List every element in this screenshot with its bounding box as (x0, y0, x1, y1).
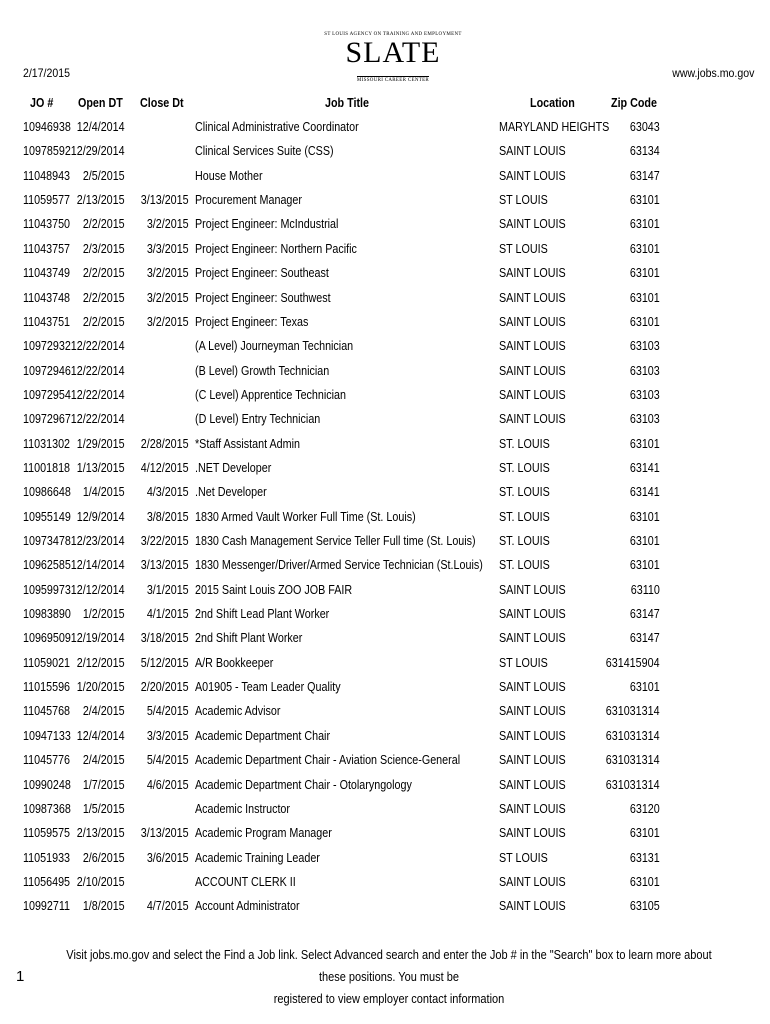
close-date: 3/13/2015 (141, 826, 189, 841)
job-title: (C Level) Apprentice Technician (195, 387, 346, 402)
open-date: 2/4/2015 (83, 704, 125, 719)
close-date: 3/13/2015 (141, 193, 189, 208)
job-location: SAINT LOUIS (499, 826, 566, 841)
zip-code: 63131 (630, 850, 660, 865)
col-header-jo: JO # (30, 96, 54, 110)
zip-code: 63147 (630, 607, 660, 621)
zip-code: 63101 (630, 217, 660, 232)
zip-code: 631031314 (606, 777, 660, 792)
job-order-number: 11045776 (23, 753, 71, 768)
job-title: Project Engineer: Southeast (195, 266, 329, 281)
close-date: 4/12/2015 (141, 460, 189, 475)
table-row (0, 315, 770, 339)
zip-code: 63101 (630, 558, 660, 573)
open-date: 2/2/2015 (83, 217, 125, 232)
open-date: 12/29/2014 (71, 144, 125, 159)
job-order-number: 11043749 (23, 266, 71, 281)
open-date: 2/6/2015 (83, 850, 125, 865)
job-location: ST. LOUIS (499, 534, 550, 548)
job-title: 1830 Cash Management Service Teller Full time (St. Louis) (195, 534, 476, 548)
page-number: 1 (16, 968, 25, 985)
job-order-number: 11043748 (23, 290, 71, 305)
open-date: 12/4/2014 (77, 728, 125, 743)
open-date: 12/23/2014 (71, 534, 125, 548)
close-date: 3/2/2015 (147, 217, 189, 232)
job-location: SAINT LOUIS (499, 607, 566, 621)
job-order-number: 10972932 (23, 339, 71, 354)
job-order-number: 10972967 (23, 412, 71, 427)
job-location: ST. LOUIS (499, 558, 550, 573)
zip-code: 63101 (630, 290, 660, 305)
job-title: .NET Developer (195, 460, 272, 475)
open-date: 12/22/2014 (71, 339, 125, 354)
footer-line-1: Visit jobs.mo.gov and select the Find a Job link. Select Advanced search and enter the Job # in the "Search" box to learn more about these positions. You must be (66, 948, 712, 984)
job-location: ST LOUIS (499, 655, 548, 670)
zip-code: 63141 (630, 460, 660, 475)
job-location: SAINT LOUIS (499, 874, 566, 889)
open-date: 12/12/2014 (71, 582, 125, 597)
job-order-number: 11043750 (23, 217, 71, 232)
zip-code: 63147 (630, 168, 660, 183)
zip-code: 63101 (630, 534, 660, 548)
close-date: 3/1/2015 (147, 582, 189, 597)
table-row (0, 364, 770, 388)
logo-bottom-text: MISSOURI CAREER CENTER (356, 78, 430, 83)
job-order-number: 11056495 (23, 874, 71, 889)
table-row (0, 753, 770, 777)
job-location: SAINT LOUIS (499, 290, 566, 305)
open-date: 12/22/2014 (71, 412, 125, 427)
job-order-number: 10978592 (23, 144, 71, 159)
job-order-number: 11043757 (23, 241, 71, 256)
job-title: Project Engineer: Texas (195, 314, 309, 329)
job-location: SAINT LOUIS (499, 363, 566, 378)
open-date: 2/4/2015 (83, 753, 125, 768)
open-date: 2/2/2015 (83, 266, 125, 281)
job-location: MARYLAND HEIGHTS (499, 120, 610, 134)
job-location: SAINT LOUIS (499, 412, 566, 427)
zip-code: 631031314 (606, 753, 660, 768)
table-row (0, 242, 770, 266)
table-row (0, 778, 770, 802)
zip-code: 63120 (630, 801, 660, 816)
table-row (0, 851, 770, 875)
zip-code: 63101 (630, 266, 660, 281)
zip-code: 63147 (630, 631, 660, 646)
open-date: 2/2/2015 (83, 314, 125, 329)
table-row (0, 291, 770, 315)
close-date: 4/7/2015 (147, 899, 189, 914)
job-title: .Net Developer (195, 485, 267, 500)
slate-logo (318, 32, 468, 82)
close-date: 3/8/2015 (147, 509, 189, 524)
job-location: SAINT LOUIS (499, 704, 566, 719)
open-date: 12/22/2014 (71, 363, 125, 378)
job-order-number: 10962585 (23, 558, 71, 573)
col-header-close: Close Dt (140, 96, 184, 110)
job-location: SAINT LOUIS (499, 144, 566, 159)
footer-line-2: registered to view employer contact information (273, 992, 505, 1006)
job-title: 1830 Armed Vault Worker Full Time (St. Louis) (195, 509, 416, 524)
open-date: 2/13/2015 (77, 826, 125, 841)
job-title: Academic Department Chair - Aviation Science-General (195, 753, 461, 768)
table-row (0, 120, 770, 144)
zip-code: 63101 (630, 509, 660, 524)
close-date: 5/4/2015 (147, 704, 189, 719)
table-row (0, 510, 770, 534)
table-row (0, 534, 770, 558)
close-date: 5/12/2015 (141, 655, 189, 670)
col-header-location: Location (530, 96, 575, 110)
job-location: ST LOUIS (499, 193, 548, 208)
job-title: Academic Advisor (195, 704, 281, 719)
table-row (0, 437, 770, 461)
table-row (0, 144, 770, 168)
job-location: SAINT LOUIS (499, 631, 566, 646)
open-date: 2/12/2015 (77, 655, 125, 670)
job-title: 2nd Shift Lead Plant Worker (195, 607, 330, 621)
job-order-number: 11045768 (23, 704, 71, 719)
col-header-zip: Zip Code (611, 96, 657, 110)
job-location: SAINT LOUIS (499, 680, 566, 695)
table-row (0, 875, 770, 899)
table-row (0, 704, 770, 728)
job-order-number: 10987368 (23, 801, 71, 816)
table-row (0, 461, 770, 485)
job-order-number: 10947133 (23, 728, 71, 743)
job-title: Project Engineer: McIndustrial (195, 217, 339, 232)
job-title: Academic Program Manager (195, 826, 332, 841)
job-title: 1830 Messenger/Driver/Armed Service Technician (St.Louis) (195, 558, 483, 573)
job-order-number: 10972954 (23, 387, 71, 402)
table-row (0, 193, 770, 217)
open-date: 2/3/2015 (83, 241, 125, 256)
job-location: SAINT LOUIS (499, 728, 566, 743)
site-url: www.jobs.mo.gov (671, 66, 754, 80)
logo-top-text: ST LOUIS AGENCY ON TRAINING AND EMPLOYMENT (324, 32, 462, 37)
zip-code: 63110 (630, 582, 660, 597)
zip-code: 63101 (630, 241, 660, 256)
job-order-number: 10990248 (23, 777, 71, 792)
job-order-number: 11048943 (23, 168, 71, 183)
close-date: 4/6/2015 (147, 777, 189, 792)
job-location: SAINT LOUIS (499, 899, 566, 914)
open-date: 1/13/2015 (77, 460, 125, 475)
job-title: *Staff Assistant Admin (195, 436, 300, 451)
zip-code: 63103 (630, 363, 660, 378)
job-location: SAINT LOUIS (499, 339, 566, 354)
close-date: 2/20/2015 (141, 680, 189, 695)
table-row (0, 802, 770, 826)
zip-code: 63101 (630, 874, 660, 889)
close-date: 4/1/2015 (147, 607, 189, 621)
zip-code: 63103 (630, 412, 660, 427)
job-location: SAINT LOUIS (499, 582, 566, 597)
close-date: 4/3/2015 (147, 485, 189, 500)
open-date: 12/22/2014 (71, 387, 125, 402)
table-row (0, 266, 770, 290)
job-order-number: 11059575 (23, 826, 71, 841)
table-row (0, 388, 770, 412)
job-title: (D Level) Entry Technician (195, 412, 321, 427)
zip-code: 631031314 (606, 704, 660, 719)
table-row (0, 339, 770, 363)
col-header-open: Open DT (78, 96, 123, 110)
job-order-number: 10969509 (23, 631, 71, 646)
close-date: 2/28/2015 (141, 436, 189, 451)
job-location: ST. LOUIS (499, 509, 550, 524)
open-date: 12/19/2014 (71, 631, 125, 646)
table-row (0, 826, 770, 850)
open-date: 2/13/2015 (77, 193, 125, 208)
close-date: 3/3/2015 (147, 241, 189, 256)
job-title: (B Level) Growth Technician (195, 363, 330, 378)
open-date: 1/20/2015 (77, 680, 125, 695)
zip-code: 63103 (630, 387, 660, 402)
job-title: Project Engineer: Northern Pacific (195, 241, 357, 256)
job-order-number: 10959973 (23, 582, 71, 597)
job-title: 2nd Shift Plant Worker (195, 631, 303, 646)
job-order-number: 11043751 (23, 314, 71, 329)
table-row (0, 217, 770, 241)
job-location: SAINT LOUIS (499, 777, 566, 792)
open-date: 12/14/2014 (71, 558, 125, 573)
job-location: ST. LOUIS (499, 485, 550, 500)
table-row (0, 656, 770, 680)
table-row (0, 899, 770, 923)
job-order-number: 10946938 (23, 120, 71, 134)
job-location: ST. LOUIS (499, 460, 550, 475)
open-date: 1/8/2015 (83, 899, 125, 914)
close-date: 3/18/2015 (141, 631, 189, 646)
zip-code: 63101 (630, 314, 660, 329)
close-date: 3/22/2015 (141, 534, 189, 548)
job-order-number: 11031302 (23, 436, 71, 451)
logo-name: SLATE (345, 36, 441, 69)
table-row (0, 631, 770, 655)
job-order-number: 11001818 (23, 460, 71, 475)
close-date: 3/6/2015 (147, 850, 189, 865)
zip-code: 63043 (630, 120, 660, 134)
job-title: (A Level) Journeyman Technician (195, 339, 354, 354)
job-order-number: 11051933 (23, 850, 71, 865)
open-date: 12/9/2014 (77, 509, 125, 524)
open-date: 1/5/2015 (83, 801, 125, 816)
open-date: 1/4/2015 (83, 485, 125, 500)
report-date: 2/17/2015 (23, 66, 70, 80)
job-order-number: 11015596 (23, 680, 71, 695)
close-date: 5/4/2015 (147, 753, 189, 768)
job-location: SAINT LOUIS (499, 314, 566, 329)
job-title: A/R Bookkeeper (195, 655, 274, 670)
job-title: 2015 Saint Louis ZOO JOB FAIR (195, 582, 353, 597)
job-order-number: 11059577 (23, 193, 71, 208)
job-location: ST LOUIS (499, 850, 548, 865)
job-location: SAINT LOUIS (499, 217, 566, 232)
job-order-number: 10972946 (23, 363, 71, 378)
open-date: 2/2/2015 (83, 290, 125, 305)
table-row (0, 729, 770, 753)
table-row (0, 607, 770, 631)
job-title: Account Administrator (195, 899, 300, 914)
job-location: SAINT LOUIS (499, 266, 566, 281)
job-location: SAINT LOUIS (499, 753, 566, 768)
close-date: 3/2/2015 (147, 314, 189, 329)
zip-code: 63101 (630, 826, 660, 841)
close-date: 3/2/2015 (147, 290, 189, 305)
zip-code: 63105 (630, 899, 660, 914)
zip-code: 63134 (630, 144, 660, 159)
zip-code: 63101 (630, 193, 660, 208)
open-date: 1/2/2015 (83, 607, 125, 621)
zip-code: 63103 (630, 339, 660, 354)
close-date: 3/2/2015 (147, 266, 189, 281)
table-row (0, 485, 770, 509)
open-date: 1/7/2015 (83, 777, 125, 792)
job-location: SAINT LOUIS (499, 801, 566, 816)
zip-code: 63101 (630, 680, 660, 695)
job-order-number: 11059021 (23, 655, 71, 670)
open-date: 2/10/2015 (77, 874, 125, 889)
table-row (0, 412, 770, 436)
job-order-number: 10955149 (23, 509, 71, 524)
job-title: Clinical Administrative Coordinator (195, 120, 359, 134)
zip-code: 63141 (630, 485, 660, 500)
job-title: Project Engineer: Southwest (195, 290, 331, 305)
open-date: 12/4/2014 (77, 120, 125, 134)
zip-code: 63101 (630, 436, 660, 451)
job-order-number: 10973478 (23, 534, 71, 548)
table-row (0, 558, 770, 582)
job-order-number: 10986648 (23, 485, 71, 500)
table-row (0, 169, 770, 193)
job-title: House Mother (195, 168, 263, 183)
job-location: SAINT LOUIS (499, 168, 566, 183)
job-title: ACCOUNT CLERK II (195, 874, 296, 889)
open-date: 1/29/2015 (77, 436, 125, 451)
job-location: SAINT LOUIS (499, 387, 566, 402)
open-date: 2/5/2015 (83, 168, 125, 183)
zip-code: 631031314 (606, 728, 660, 743)
job-title: Academic Instructor (195, 801, 291, 816)
col-header-title: Job Title (325, 96, 370, 110)
job-title: Academic Department Chair - Otolaryngology (195, 777, 412, 792)
job-order-number: 10983890 (23, 607, 71, 621)
close-date: 3/13/2015 (141, 558, 189, 573)
job-title: Clinical Services Suite (CSS) (195, 144, 334, 159)
job-title: Academic Training Leader (195, 850, 320, 865)
job-order-number: 10992711 (23, 899, 71, 914)
table-row (0, 680, 770, 704)
job-title: Academic Department Chair (195, 728, 331, 743)
job-location: ST. LOUIS (499, 436, 550, 451)
job-title: A01905 - Team Leader Quality (195, 680, 341, 695)
job-location: ST LOUIS (499, 241, 548, 256)
footer-note (64, 944, 713, 1010)
zip-code: 631415904 (606, 655, 660, 670)
job-title: Procurement Manager (195, 193, 302, 208)
close-date: 3/3/2015 (147, 728, 189, 743)
table-row (0, 583, 770, 607)
